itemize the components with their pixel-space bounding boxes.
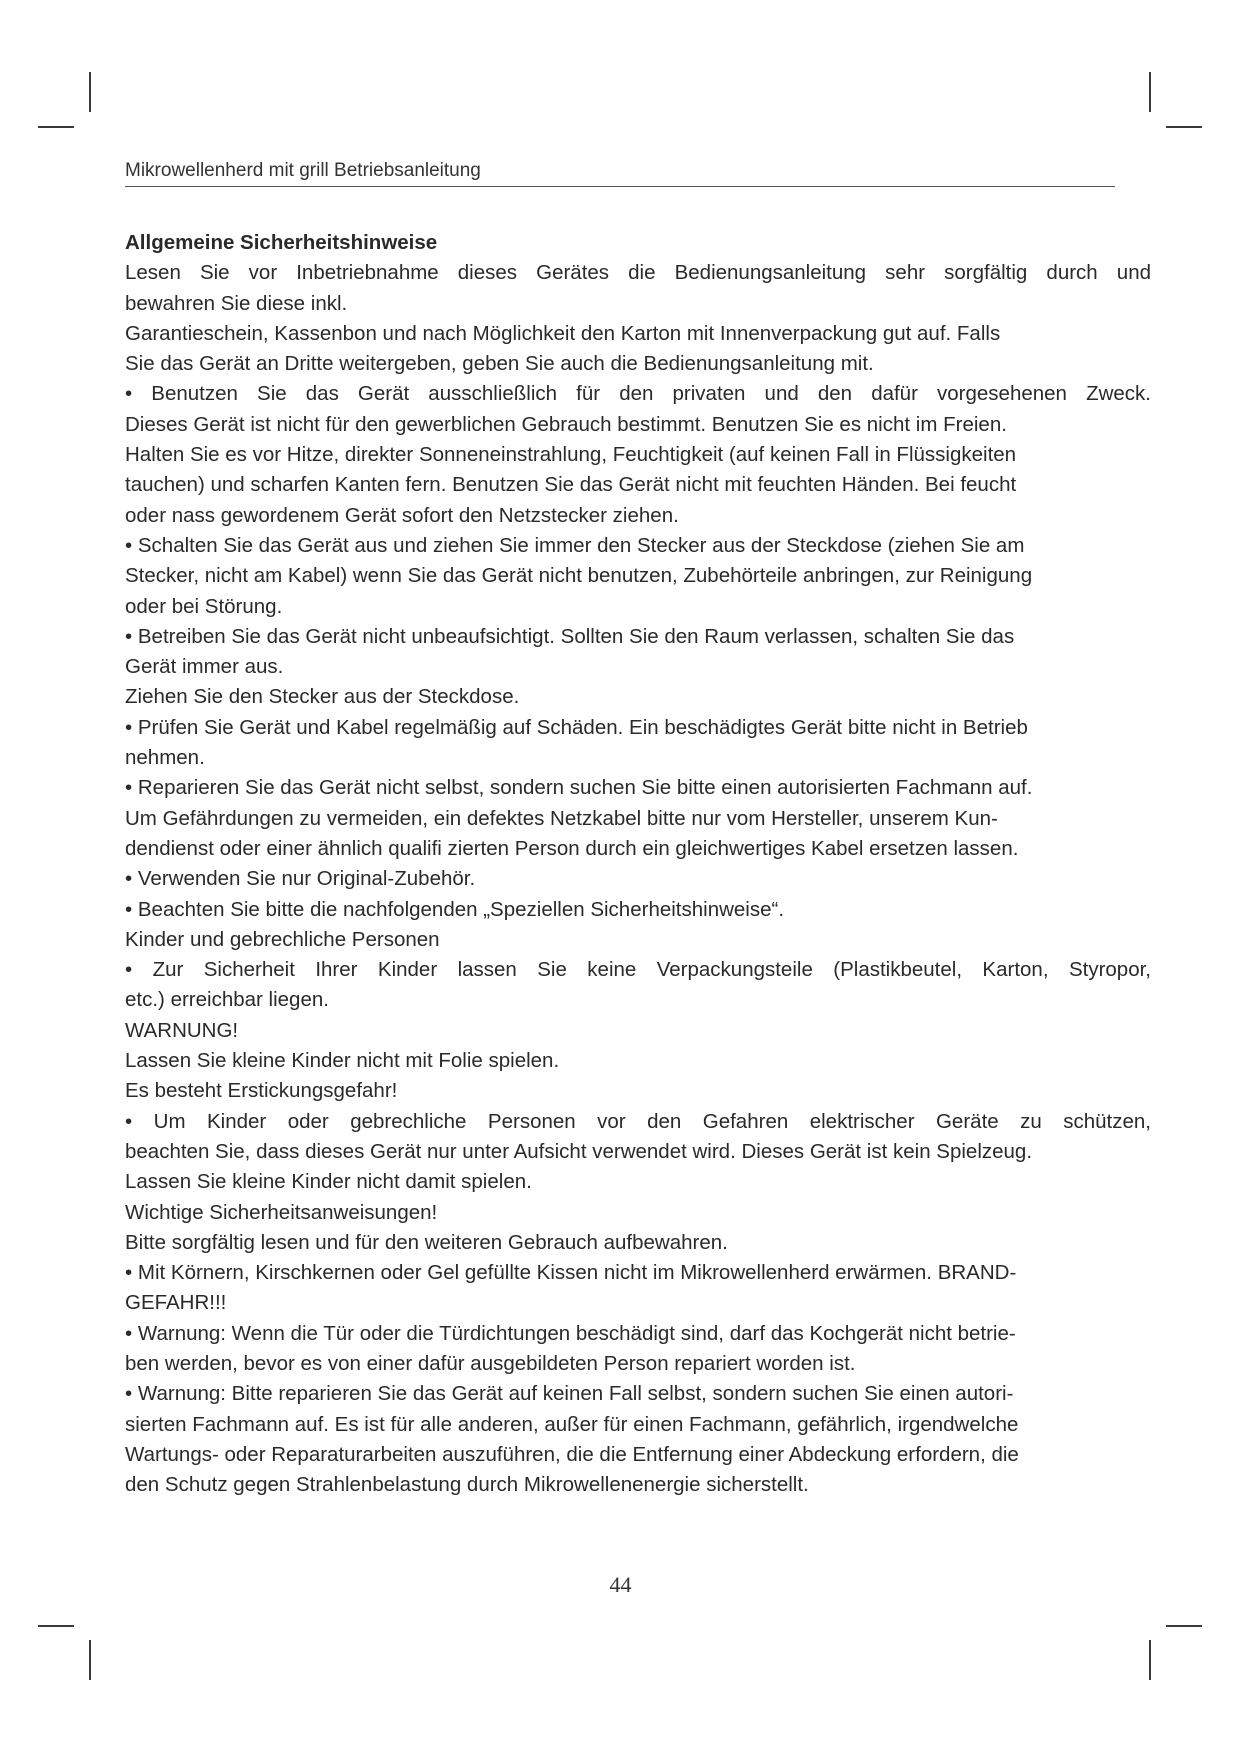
body-line: Gerät immer aus. [125,655,284,679]
crop-mark-bottom-right-vertical [1149,1640,1151,1680]
page-number: 44 [609,1572,632,1597]
body-line: oder nass gewordenem Gerät sofort den Netzstecker ziehen. [125,503,679,527]
body-line: Ziehen Sie den Stecker aus der Steckdose. [125,685,520,709]
section-heading: Allgemeine Sicherheitshinweise [125,231,438,254]
body-line: Bitte sorgfältig lesen und für den weiteren Gebrauch aufbewahren. [125,1230,728,1254]
body-line: • Prüfen Sie Gerät und Kabel regelmäßig auf Schäden. Ein beschädigtes Gerät bitte nicht in Betrieb [125,715,1028,739]
body-line: Lassen Sie kleine Kinder nicht mit Folie spielen. [125,1049,560,1073]
body-line: • Warnung: Wenn die Tür oder die Türdichtungen beschädigt sind, darf das Kochgerät nicht betrie- [125,1321,1016,1345]
document-body [125,228,1151,1500]
body-line: Stecker, nicht am Kabel) wenn Sie das Gerät nicht benutzen, Zubehörteile anbringen, zur Reinigung [125,564,1033,588]
body-line: • Reparieren Sie das Gerät nicht selbst, sondern suchen Sie bitte einen autorisierten Fachmann auf. [125,776,1033,800]
body-line: • Verwenden Sie nur Original-Zubehör. [125,867,476,891]
body-line: Lassen Sie kleine Kinder nicht damit spielen. [125,1170,532,1194]
crop-mark-top-left-vertical [89,72,91,112]
body-line: oder bei Störung. [125,594,283,618]
body-line: ben werden, bevor es von einer dafür ausgebildeten Person repariert worden ist. [125,1351,856,1375]
body-line: GEFAHR!!! [125,1291,227,1315]
body-line: Wichtige Sicherheitsanweisungen! [125,1200,438,1224]
body-line: bewahren Sie diese inkl. [125,291,348,315]
crop-mark-top-left-horizontal [38,126,74,128]
body-line: dendienst oder einer ähnlich qualifi zierten Person durch ein gleichwertiges Kabel ersetzen lassen. [125,836,1019,860]
crop-mark-bottom-left-horizontal [38,1625,74,1627]
body-line: • Betreiben Sie das Gerät nicht unbeaufsichtigt. Sollten Sie den Raum verlassen, schalten Sie das [125,624,1015,648]
crop-mark-bottom-left-vertical [89,1640,91,1680]
running-header: Mikrowellenherd mit grill Betriebsanleitung [125,160,481,181]
crop-mark-top-right-vertical [1149,72,1151,112]
body-line: Kinder und gebrechliche Personen [125,927,440,951]
body-line: tauchen) und scharfen Kanten fern. Benutzen Sie das Gerät nicht mit feuchten Händen. Bei feucht [125,473,1017,497]
body-line: den Schutz gegen Strahlenbelastung durch Mikrowellenenergie sicherstellt. [125,1473,809,1497]
header-divider [125,186,1115,187]
body-line: • Warnung: Bitte reparieren Sie das Gerät auf keinen Fall selbst, sondern suchen Sie einen autori- [125,1382,1014,1406]
body-line: nehmen. [125,746,205,770]
body-line: beachten Sie, dass dieses Gerät nur unter Aufsicht verwendet wird. Dieses Gerät ist kein Spielzeug. [125,1139,1033,1163]
crop-mark-top-right-horizontal [1166,126,1202,128]
body-line: etc.) erreichbar liegen. [125,988,329,1012]
body-line: Um Gefährdungen zu vermeiden, ein defektes Netzkabel bitte nur vom Hersteller, unserem Kun- [125,806,998,830]
body-line: WARNUNG! [125,1018,239,1042]
body-line: • Zur Sicherheit Ihrer Kinder lassen Sie keine Verpackungsteile (Plastikbeutel, Karton, Styropor, [125,958,1151,982]
body-line: • Um Kinder oder gebrechliche Personen vor den Gefahren elektrischer Geräte zu schützen, [125,1109,1151,1133]
body-line: • Beachten Sie bitte die nachfolgenden „Speziellen Sicherheitshinweise“. [125,897,785,921]
body-line: Sie das Gerät an Dritte weitergeben, geben Sie auch die Bedienungsanleitung mit. [125,352,874,376]
crop-mark-bottom-right-horizontal [1166,1625,1202,1627]
body-line: Halten Sie es vor Hitze, direkter Sonneneinstrahlung, Feuchtigkeit (auf keinen Fall in Flüssigkeiten [125,443,1017,467]
body-line: • Benutzen Sie das Gerät ausschließlich für den privaten und den dafür vorgesehenen Zweck. [125,382,1151,406]
body-line: Lesen Sie vor Inbetriebnahme dieses Gerätes die Bedienungsanleitung sehr sorgfältig durch und [125,261,1151,285]
body-line: Es besteht Erstickungsgefahr! [125,1079,398,1103]
body-line: • Schalten Sie das Gerät aus und ziehen Sie immer den Stecker aus der Steckdose (ziehen Sie am [125,533,1025,557]
body-line: Dieses Gerät ist nicht für den gewerblichen Gebrauch bestimmt. Benutzen Sie es nicht im Freien. [125,412,1007,436]
body-line: Wartungs- oder Reparaturarbeiten auszuführen, die die Entfernung einer Abdeckung erfordern, die [125,1442,1019,1466]
body-line: Garantieschein, Kassenbon und nach Möglichkeit den Karton mit Innenverpackung gut auf. Falls [125,321,1001,345]
body-line: sierten Fachmann auf. Es ist für alle anderen, außer für einen Fachmann, gefährlich, irgendwelche [125,1412,1019,1436]
body-line: • Mit Körnern, Kirschkernen oder Gel gefüllte Kissen nicht im Mikrowellenherd erwärmen. BRAND- [125,1261,1017,1285]
